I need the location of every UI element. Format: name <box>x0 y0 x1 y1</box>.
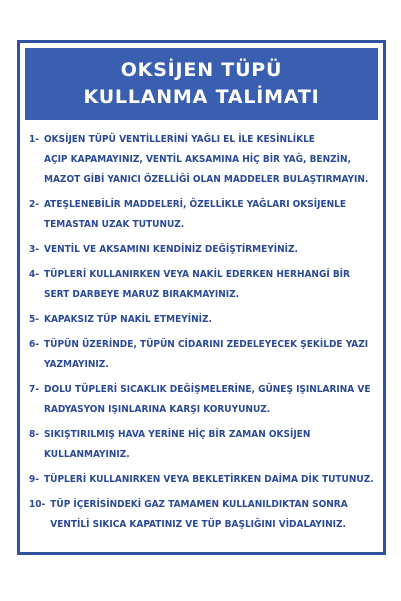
instruction-number: 4- <box>29 269 39 280</box>
sign-title-line-2: KULLANMA TALİMATI <box>83 86 320 108</box>
instruction-line: KULLANMAYINIZ. <box>44 449 130 460</box>
instruction-text <box>44 425 377 465</box>
instruction-item-6 <box>29 335 377 375</box>
instruction-line: MAZOT GİBİ YANICI ÖZELLİĞİ OLAN MADDELER BULAŞTIRMAYIN. <box>44 174 369 185</box>
instruction-line: TÜPLERİ KULLANIRKEN VEYA BEKLETİRKEN DAİMA DİK TUTUNUZ. <box>44 474 374 485</box>
instruction-item-1 <box>29 130 377 190</box>
instruction-line: TÜP İÇERİSİNDEKİ GAZ TAMAMEN KULLANILDIKTAN SONRA <box>50 499 348 510</box>
instruction-line: ATEŞLENEBİLİR MADDELERİ, ÖZELLİKLE YAĞLARI OKSİJENLE <box>44 199 347 210</box>
instruction-item-3 <box>29 240 377 260</box>
instruction-item-5 <box>29 310 377 330</box>
instruction-line: TÜPÜN ÜZERİNDE, TÜPÜN CİDARINI ZEDELEYECEK ŞEKİLDE YAZI <box>44 339 369 350</box>
instruction-item-8 <box>29 425 377 465</box>
instruction-item-10 <box>29 495 377 535</box>
instruction-line: TEMASTAN UZAK TUTUNUZ. <box>44 219 185 230</box>
instruction-line: DOLU TÜPLERİ SICAKLIK DEĞİŞMELERİNE, GÜNEŞ IŞINLARINA VE <box>44 384 371 395</box>
sign-title-line-1: OKSİJEN TÜPÜ <box>120 59 283 81</box>
instruction-number: 3- <box>29 244 39 255</box>
instruction-number: 7- <box>29 384 39 395</box>
sign-header <box>25 48 378 120</box>
instruction-number: 2- <box>29 199 39 210</box>
instruction-text <box>44 130 377 190</box>
instruction-line: TÜPLERİ KULLANIRKEN VEYA NAKİL EDERKEN HERHANGİ BİR <box>44 269 350 280</box>
instruction-line: VENTİLİ SIKICA KAPATINIZ VE TÜP BAŞLIĞINI VİDALAYINIZ. <box>50 519 346 530</box>
instruction-item-7 <box>29 380 377 420</box>
instruction-line: KAPAKSIZ TÜP NAKİL ETMEYİNİZ. <box>44 314 212 325</box>
instruction-text <box>44 380 377 420</box>
instruction-text <box>44 240 377 260</box>
instruction-line: YAZMAYINIZ. <box>44 359 109 370</box>
instruction-text <box>44 335 377 375</box>
instruction-number: 6- <box>29 339 39 350</box>
instruction-line: RADYASYON IŞINLARINA KARŞI KORUYUNUZ. <box>44 404 271 415</box>
instruction-line: VENTİL VE AKSAMINI KENDİNİZ DEĞİŞTİRMEYİNİZ. <box>44 244 298 255</box>
instruction-text <box>44 265 377 305</box>
instruction-text <box>50 495 377 535</box>
instruction-line: SIKIŞTIRILMIŞ HAVA YERİNE HİÇ BİR ZAMAN OKSİJEN <box>44 429 311 440</box>
instruction-number: 5- <box>29 314 39 325</box>
instruction-item-9 <box>29 470 377 490</box>
instruction-line: OKSİJEN TÜPÜ VENTİLLERİNİ YAĞLI EL İLE KESİNLİKLE <box>44 134 315 145</box>
instruction-list <box>29 130 377 540</box>
instruction-number: 8- <box>29 429 39 440</box>
instruction-line: SERT DARBEYE MARUZ BIRAKMAYINIZ. <box>44 289 240 300</box>
instruction-number: 10- <box>29 499 46 510</box>
instruction-line: AÇIP KAPAMAYINIZ, VENTİL AKSAMINA HİÇ BİR YAĞ, BENZİN, <box>44 154 351 165</box>
instruction-sign <box>17 40 386 555</box>
instruction-text <box>44 470 377 490</box>
instruction-number: 1- <box>29 134 39 145</box>
instruction-item-4 <box>29 265 377 305</box>
instruction-number: 9- <box>29 474 39 485</box>
instruction-item-2 <box>29 195 377 235</box>
instruction-text <box>44 310 377 330</box>
instruction-text <box>44 195 377 235</box>
